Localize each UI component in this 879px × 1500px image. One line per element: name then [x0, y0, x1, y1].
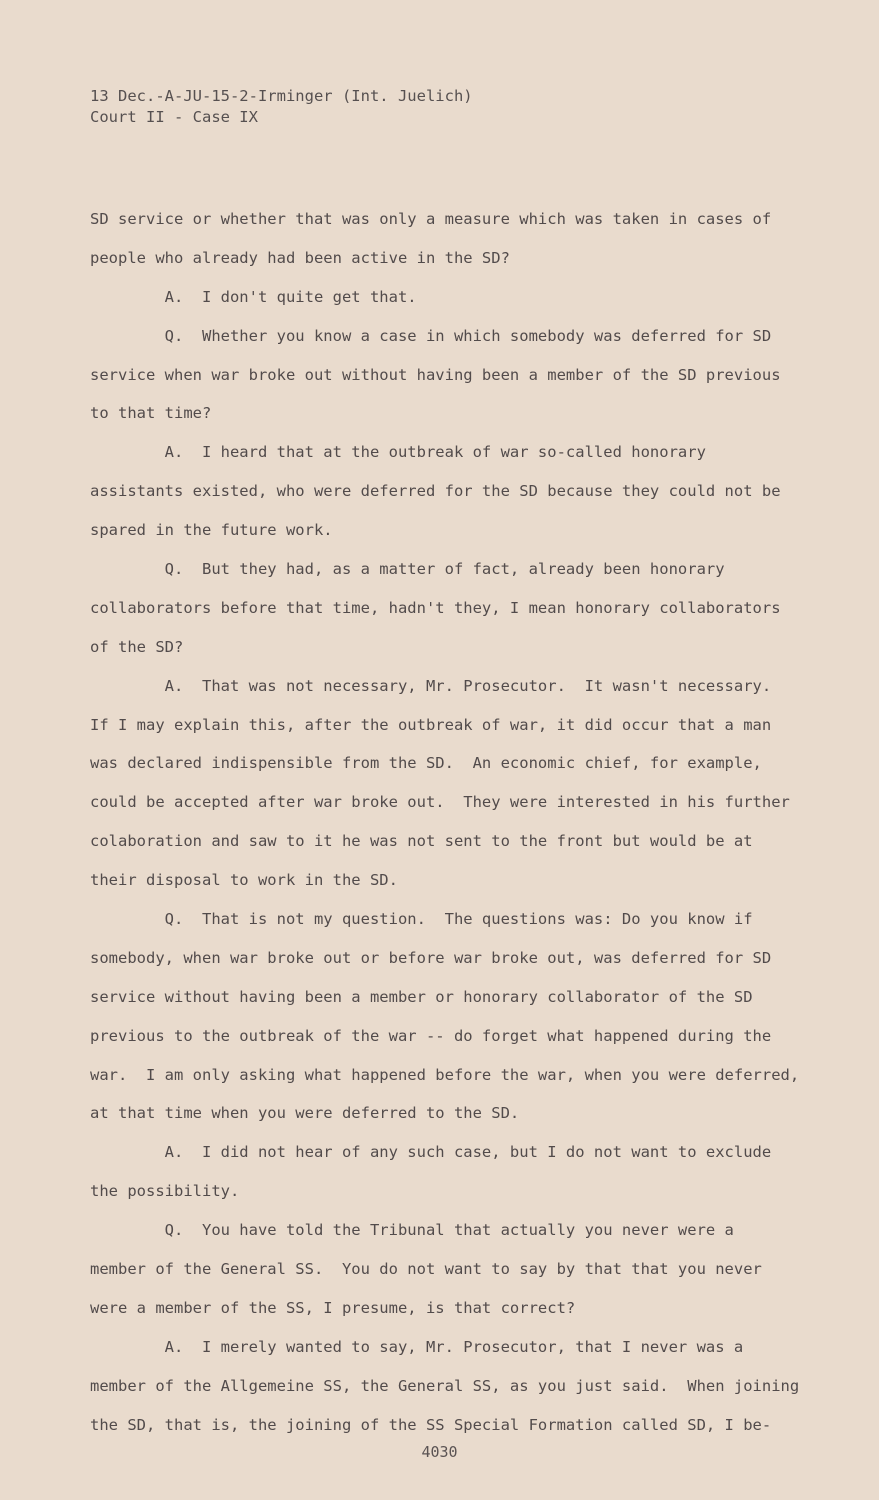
transcript-line: Q. You have told the Tribunal that actually you never were a	[90, 1221, 734, 1240]
transcript-line: previous to the outbreak of the war -- do forget what happened during the	[90, 1026, 772, 1045]
transcript-line: Q. But they had, as a matter of fact, already been honorary	[90, 560, 725, 579]
transcript-line: spared in the future work.	[90, 521, 333, 540]
transcript-line: A. That was not necessary, Mr. Prosecutor. It wasn't necessary.	[90, 676, 772, 695]
transcript-line: their disposal to work in the SD.	[90, 871, 398, 890]
transcript-line: service without having been a member or honorary collaborator of the SD	[90, 987, 753, 1006]
transcript-line: service when war broke out without having been a member of the SD previous	[90, 365, 781, 384]
document-header	[90, 86, 473, 128]
transcript-line: was declared indispensible from the SD. An economic chief, for example,	[90, 754, 762, 773]
transcript-line: A. I don't quite get that.	[90, 287, 417, 306]
transcript-line: the possibility.	[90, 1182, 240, 1201]
transcript-body	[90, 200, 835, 1445]
transcript-line: of the SD?	[90, 637, 184, 656]
transcript-line: SD service or whether that was only a measure which was taken in cases of	[90, 210, 772, 228]
transcript-line: war. I am only asking what happened before the war, when you were deferred,	[90, 1065, 800, 1084]
transcript-line: the SD, that is, the joining of the SS Special Formation called SD, I be-	[90, 1415, 772, 1434]
header-court-line: Court II - Case IX	[90, 108, 258, 126]
transcript-line: people who already had been active in the SD?	[90, 248, 510, 267]
transcript-line: to that time?	[90, 404, 212, 423]
transcript-line: could be accepted after war broke out. They were interested in his further	[90, 793, 790, 812]
transcript-line: A. I merely wanted to say, Mr. Prosecutor, that I never was a	[90, 1337, 744, 1356]
transcript-line: somebody, when war broke out or before war broke out, was deferred for SD	[90, 948, 772, 967]
transcript-line: member of the General SS. You do not want to say by that that you never	[90, 1260, 762, 1279]
transcript-line: A. I heard that at the outbreak of war so-called honorary	[90, 443, 706, 462]
transcript-line: were a member of the SS, I presume, is that correct?	[90, 1298, 576, 1317]
transcript-line: colaboration and saw to it he was not sent to the front but would be at	[90, 832, 753, 851]
transcript-line: at that time when you were deferred to the SD.	[90, 1104, 520, 1123]
transcript-line: A. I did not hear of any such case, but I do not want to exclude	[90, 1143, 772, 1162]
transcript-line: Q. That is not my question. The questions was: Do you know if	[90, 910, 753, 929]
page-number: 4030	[421, 1443, 458, 1461]
transcript-line: collaborators before that time, hadn't they, I mean honorary collaborators	[90, 598, 781, 617]
transcript-line: assistants existed, who were deferred for the SD because they could not be	[90, 482, 781, 501]
transcript-line: member of the Allgemeine SS, the General SS, as you just said. When joining	[90, 1376, 800, 1395]
transcript-line: Q. Whether you know a case in which somebody was deferred for SD	[90, 326, 772, 345]
transcript-line: If I may explain this, after the outbreak of war, it did occur that a man	[90, 715, 772, 734]
header-date-line: 13 Dec.-A-JU-15-2-Irminger (Int. Juelich)	[90, 87, 473, 105]
